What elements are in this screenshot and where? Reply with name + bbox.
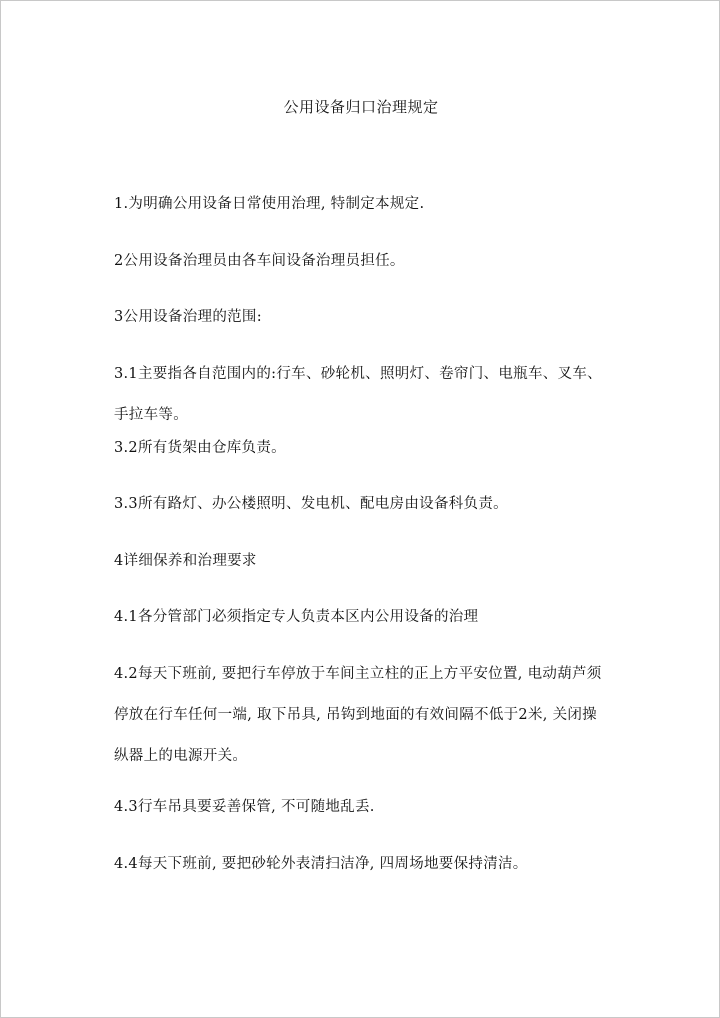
paragraph-4-4: 4.4每天下班前, 要把砂轮外表清扫洁净, 四周场地要保持清洁。 xyxy=(114,856,528,872)
paragraph-4-2: 4.2每天下班前, 要把行车停放于车间主立柱的正上方平安位置, 电动葫芦须停放在行车任何一端, 取下吊具, 吊钩到地面的有效间隔不低于2米, 关闭操纵器上的电源开关。 xyxy=(114,666,602,764)
document-title: 公用设备归口治理规定 xyxy=(283,98,439,116)
paragraph-2: 2公用设备治理员由各车间设备治理员担任。 xyxy=(114,253,405,269)
paragraph-4-3: 4.3行车吊具要妥善保管, 不可随地乱丢. xyxy=(114,799,375,815)
paragraph-3-3: 3.3所有路灯、办公楼照明、发电机、配电房由设备科负责。 xyxy=(114,496,508,512)
paragraph-4: 4详细保养和治理要求 xyxy=(114,553,257,569)
paragraph-3-2: 3.2所有货架由仓库负责。 xyxy=(114,440,286,456)
paragraph-3-1: 3.1主要指各自范围内的:行车、砂轮机、照明灯、卷帘门、电瓶车、叉车、手拉车等。 xyxy=(114,366,602,423)
paragraph-3: 3公用设备治理的范围: xyxy=(114,309,262,325)
paragraph-4-1: 4.1各分管部门必须指定专人负责本区内公用设备的治理 xyxy=(114,609,479,625)
paragraph-1: 1.为明确公用设备日常使用治理, 特制定本规定. xyxy=(114,196,425,212)
